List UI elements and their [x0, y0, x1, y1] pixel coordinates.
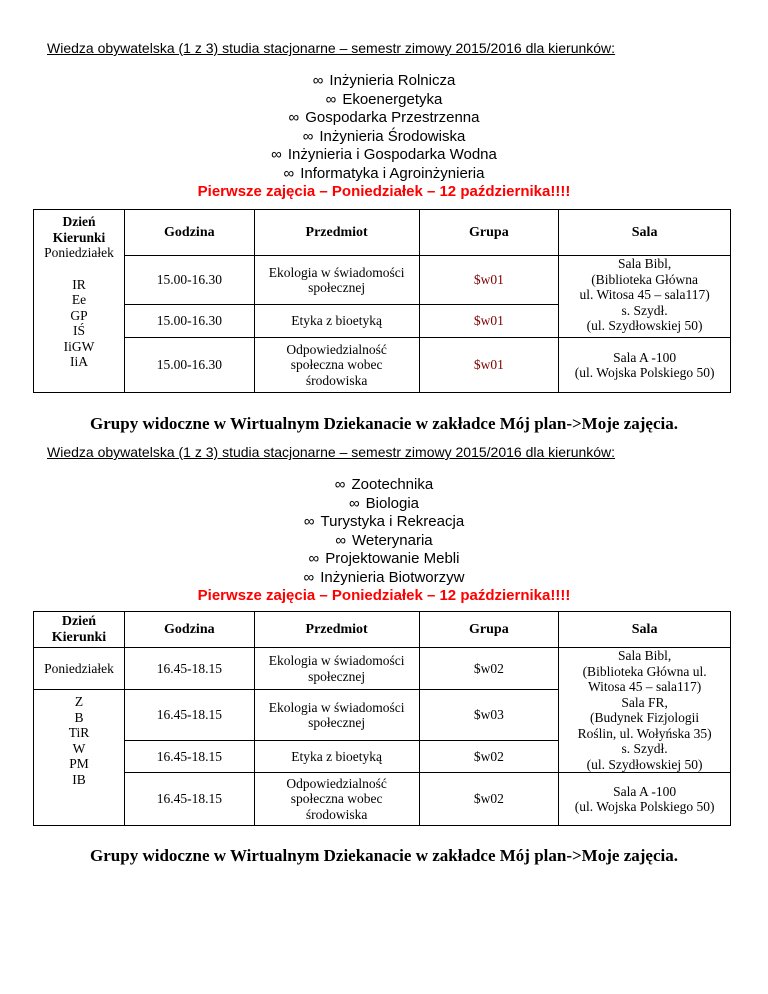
subject-cell: Ekologia w świadomości społecznej [254, 256, 419, 305]
program-code: IR [72, 276, 86, 292]
program-code: IŚ [72, 323, 85, 338]
program-code: PM [69, 756, 89, 771]
room-cell: Sala A -100 (ul. Wojska Polskiego 50) [559, 338, 731, 393]
program-code: IB [72, 771, 86, 787]
groups-note: Grupy widoczne w Wirtualnym Dziekanacie w zakładce Mój plan->Moje zajęcia. [90, 846, 678, 865]
group-cell: $w02 [419, 648, 559, 690]
program-code: IiA [69, 354, 88, 369]
infinity-bullet-icon: ∞ [288, 109, 300, 126]
column-header-sala: Sala [559, 612, 731, 648]
program-code: TiR [68, 725, 90, 740]
subject-cell: Ekologia w świadomości społecznej [254, 648, 419, 690]
group-cell: $w01 [419, 305, 559, 338]
subject-cell: Ekologia w świadomości społecznej [254, 690, 419, 741]
list-item: ∞ Ekoenergetyka [325, 90, 443, 108]
column-header-godzina: Godzina [124, 612, 254, 648]
infinity-bullet-icon: ∞ [302, 127, 314, 145]
group-cell: $w01 [419, 256, 559, 305]
subject-cell: Etyka z bioetyką [254, 305, 419, 338]
room-cell: Sala A -100 (ul. Wojska Polskiego 50) [559, 773, 731, 826]
infinity-bullet-icon: ∞ [348, 494, 360, 512]
schedule-table-1 [33, 209, 731, 393]
program-codes-cell [34, 690, 125, 826]
infinity-bullet-icon: ∞ [303, 513, 315, 530]
infinity-bullet-icon: ∞ [325, 90, 337, 108]
day-program-cell [34, 210, 125, 393]
time-cell: 16.45-18.15 [124, 690, 254, 741]
section2-heading: Wiedza obywatelska (1 z 3) studia stacjonarne – semestr zimowy 2015/2016 dla kierunków: [47, 444, 616, 460]
infinity-bullet-icon: ∞ [271, 146, 282, 163]
list-item: ∞ Zootechnika [334, 476, 434, 493]
column-header-grupa: Grupa [419, 612, 559, 648]
column-header-grupa: Grupa [419, 210, 559, 256]
table-row [34, 338, 731, 393]
program-code: Z [74, 694, 84, 709]
table-row [34, 256, 731, 305]
program-code: W [72, 740, 86, 756]
list-item: ∞ Inżynieria i Gospodarka Wodna [271, 146, 497, 163]
group-cell: $w03 [419, 690, 559, 741]
column-header-dzien: Dzień Kierunki [34, 612, 125, 648]
section1-heading: Wiedza obywatelska (1 z 3) studia stacjonarne – semestr zimowy 2015/2016 dla kierunków: [47, 40, 616, 56]
section1-program-list [0, 72, 768, 202]
column-header-przedmiot: Przedmiot [254, 210, 419, 256]
subject-cell: Etyka z bioetyką [254, 741, 419, 773]
list-item: ∞ Weterynaria [335, 531, 433, 549]
program-code: IiGW [63, 338, 95, 354]
time-cell: 15.00-16.30 [124, 338, 254, 393]
list-item: ∞ Gospodarka Przestrzenna [288, 109, 480, 126]
list-item: ∞ Inżynieria Biotworzyw [303, 568, 465, 586]
first-class-notice: Pierwsze zajęcia – Poniedziałek – 12 października!!!! [197, 587, 571, 604]
infinity-bullet-icon: ∞ [303, 568, 315, 586]
room-cell: Sala Bibl, (Biblioteka Główna ul. Witosa 45 – sala117) s. Szydł. (ul. Szydłowskiej 50) [559, 256, 731, 338]
column-header-przedmiot: Przedmiot [254, 612, 419, 648]
program-code: B [74, 709, 84, 725]
column-header-sala: Sala [559, 210, 731, 256]
time-cell: 16.45-18.15 [124, 741, 254, 773]
group-cell: $w02 [419, 741, 559, 773]
section2-program-list [0, 476, 768, 606]
group-cell: $w02 [419, 773, 559, 826]
group-cell: $w01 [419, 338, 559, 393]
time-cell: 15.00-16.30 [124, 256, 254, 305]
list-item: ∞ Inżynieria Rolnicza [312, 72, 456, 89]
subject-cell: Odpowiedzialność społeczna wobec środowiska [254, 773, 419, 826]
schedule-table-2 [33, 611, 731, 826]
column-header-godzina: Godzina [124, 210, 254, 256]
column-header-dzien: Dzień Kierunki [52, 214, 106, 245]
list-item: ∞ Inżynieria Środowiska [302, 127, 466, 145]
list-item: ∞ Turystyka i Rekreacja [303, 513, 465, 530]
infinity-bullet-icon: ∞ [312, 72, 324, 89]
infinity-bullet-icon: ∞ [283, 164, 295, 182]
day-label: Poniedziałek [34, 648, 125, 690]
list-item: ∞ Biologia [348, 494, 420, 512]
infinity-bullet-icon: ∞ [308, 550, 320, 567]
groups-note: Grupy widoczne w Wirtualnym Dziekanacie w zakładce Mój plan->Moje zajęcia. [90, 414, 678, 433]
day-label: Poniedziałek [44, 245, 114, 260]
infinity-bullet-icon: ∞ [334, 476, 346, 493]
table-row [34, 773, 731, 826]
program-code: Ee [71, 292, 87, 307]
time-cell: 16.45-18.15 [124, 648, 254, 690]
room-cell: Sala Bibl, (Biblioteka Główna ul. Witosa 45 – sala117) Sala FR, (Budynek Fizjologii Roślin, ul. Wołyńska 35) s. Szydł. (ul. Szydłowskiej 50) [559, 648, 731, 773]
program-code: GP [70, 307, 88, 323]
table-row [34, 648, 731, 690]
time-cell: 15.00-16.30 [124, 305, 254, 338]
time-cell: 16.45-18.15 [124, 773, 254, 826]
infinity-bullet-icon: ∞ [335, 531, 347, 549]
list-item: ∞ Informatyka i Agroinżynieria [283, 164, 485, 182]
first-class-notice: Pierwsze zajęcia – Poniedziałek – 12 października!!!! [197, 183, 571, 200]
subject-cell: Odpowiedzialność społeczna wobec środowiska [254, 338, 419, 393]
list-item: ∞ Projektowanie Mebli [308, 550, 460, 567]
